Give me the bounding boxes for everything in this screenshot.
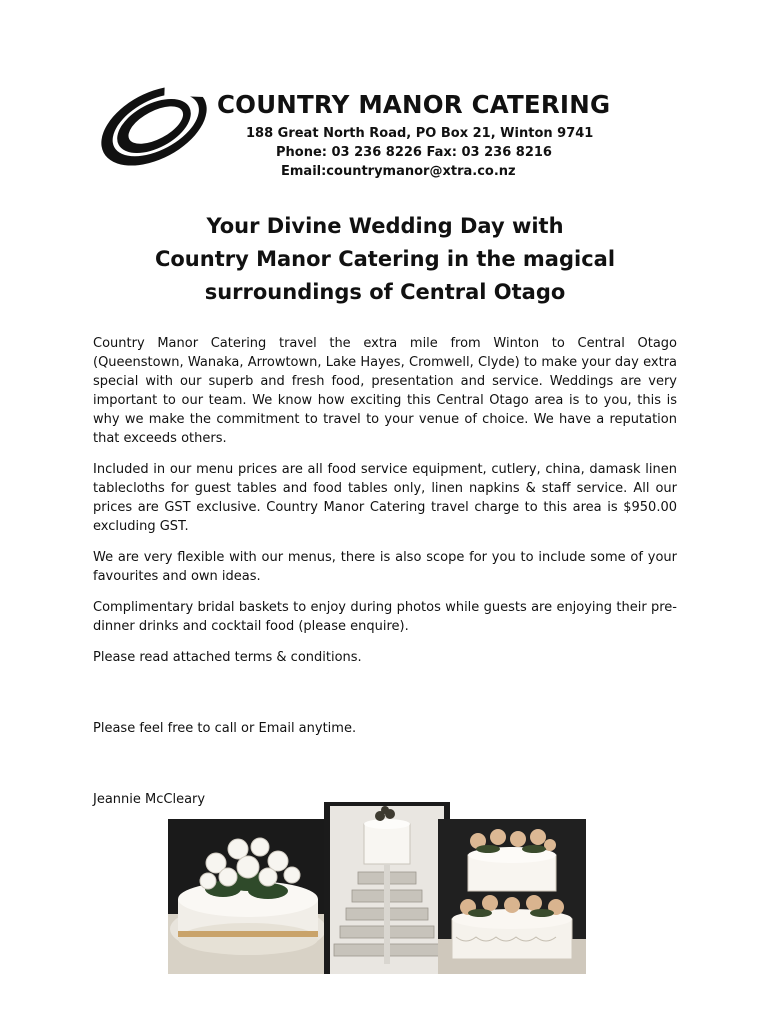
address-line: 188 Great North Road, PO Box 21, Winton 9741 <box>246 126 594 141</box>
headline-line-2: Country Manor Catering in the magical <box>154 247 616 271</box>
body-text <box>93 334 677 821</box>
headline <box>80 210 690 309</box>
cupcake-tower-icon <box>324 802 450 974</box>
company-logo-icon <box>93 78 215 174</box>
phone-fax-line: Phone: 03 236 8226 Fax: 03 236 8216 <box>276 145 552 160</box>
photo-round-cake <box>168 819 328 974</box>
email-line: Email:countrymanor@xtra.co.nz <box>281 164 516 179</box>
cake-photos <box>168 802 588 974</box>
paragraph-terms: Please read attached terms & conditions. <box>93 650 362 665</box>
photo-cupcake-tower <box>324 802 450 974</box>
headline-line-1: Your Divine Wedding Day with <box>206 214 564 238</box>
photo-two-tier-cake <box>438 819 586 974</box>
paragraph-contact: Please feel free to call or Email anytime. <box>93 721 357 736</box>
paragraph-included: Included in our menu prices are all food service equipment, cutlery, china, damask linen tablecloths for guest tables and food tables only, linen napkins & staff service. All our prices are GST exclusive. Country Manor Catering travel charge to this area is $950.00 excluding GST. <box>93 462 677 534</box>
two-tier-cake-icon <box>438 819 586 974</box>
cake-roses-icon <box>168 819 328 974</box>
signature: Jeannie McCleary <box>93 792 206 807</box>
headline-line-3: surroundings of Central Otago <box>204 280 566 304</box>
paragraph-travel: Country Manor Catering travel the extra mile from Winton to Central Otago (Queenstown, Wanaka, Arrowtown, Lake Hayes, Cromwell, Clyde) to make your day extra special with our superb and fresh food, presentation and service. Weddings are very important to our team. We know how exciting this Central Otago area is to you, this is why we make the commitment to travel to your venue of choice. We have a reputation that exceeds others. <box>93 336 677 446</box>
paragraph-bridal-baskets: Complimentary bridal baskets to enjoy during photos while guests are enjoying their pre-dinner drinks and cocktail food (please enquire). <box>93 600 677 634</box>
company-name: COUNTRY MANOR CATERING <box>217 90 611 119</box>
paragraph-flexible: We are very flexible with our menus, there is also scope for you to include some of your favourites and own ideas. <box>93 550 677 584</box>
